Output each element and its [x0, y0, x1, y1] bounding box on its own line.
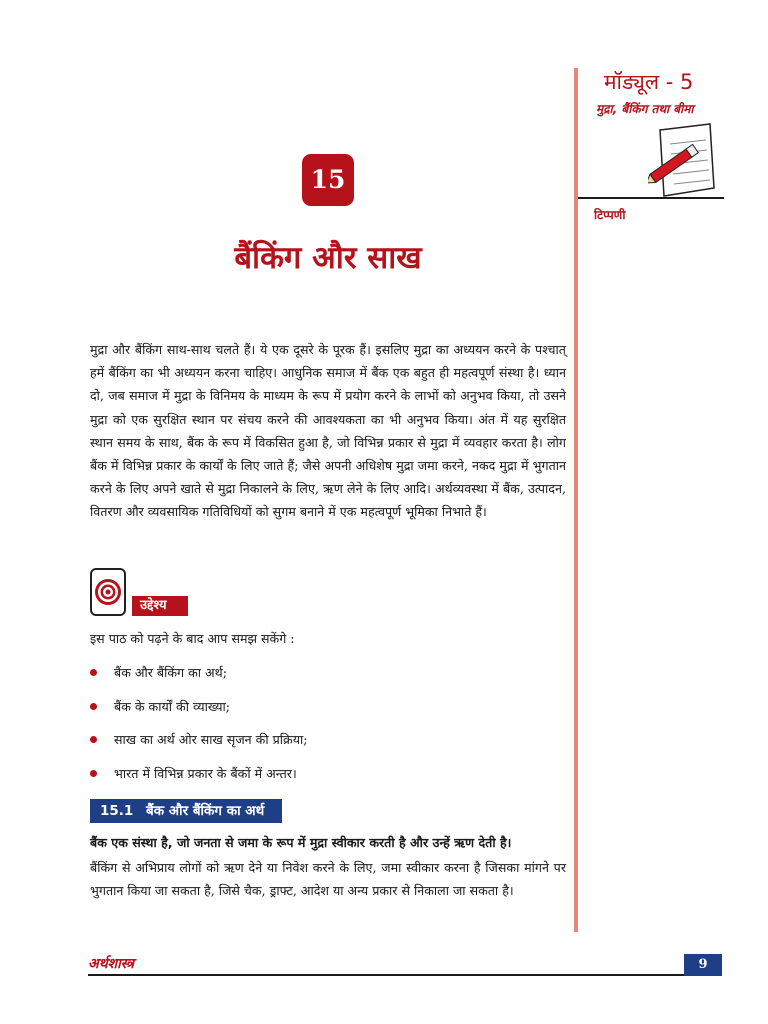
section-paragraph: बैंकिंग से अभिप्राय लोगों को ऋण देने या निवेश करने के लिए, जमा स्वीकार करना है जिसका मांगने पर भुगतान किया जा सकता है, जिसे चैक, ड्राफ्ट, आदेश या अन्य प्रकार से निकाला जा सकता है।	[90, 860, 566, 898]
bullet-icon	[90, 770, 97, 777]
section-number: 15.1	[100, 803, 134, 819]
note-label: टिप्पणी	[594, 208, 626, 222]
objectives-list	[90, 662, 566, 796]
paper-pencil-icon	[648, 122, 718, 202]
sidebar-divider	[578, 197, 724, 199]
bullet-icon	[90, 703, 97, 710]
list-item: भारत में विभिन्न प्रकार के बैंकों में अन्तर।	[90, 763, 566, 797]
chapter-number-badge: 15	[302, 154, 354, 206]
bullet-icon	[90, 736, 97, 743]
list-item: साख का अर्थ ओर साख सृजन की प्रक्रिया;	[90, 729, 566, 763]
footer-subject: अर्थशास्त्र	[88, 956, 134, 972]
section-title: बैंक और बैंकिंग का अर्थ	[146, 803, 265, 819]
list-item: बैंक और बैंकिंग का अर्थ;	[90, 662, 566, 696]
footer-rule	[88, 974, 684, 976]
bullet-icon	[90, 669, 97, 676]
chapter-title: बैंकिंग और साख	[234, 240, 422, 276]
list-item: बैंक के कार्यों की व्याख्या;	[90, 696, 566, 730]
objectives-intro: इस पाठ को पढ़ने के बाद आप समझ सकेंगे :	[90, 631, 295, 646]
section-heading	[90, 799, 282, 823]
target-icon	[90, 568, 126, 616]
module-subtitle: मुद्रा, बैंकिंग तथा बीमा	[596, 102, 694, 116]
objectives-label: उद्देश्य	[132, 596, 188, 616]
module-title: मॉड्यूल - 5	[604, 70, 694, 94]
intro-paragraph: मुद्रा और बैंकिंग साथ-साथ चलते हैं। ये एक दूसरे के पूरक हैं। इसलिए मुद्रा का अध्ययन करने के पश्चात् हमें बैंकिंग का भी अध्ययन करना चाहिए। आधुनिक समाज में बैंक एक बहुत ही महत्वपूर्ण संस्था है। ध्यान दो, जब समाज में मुद्रा के विनिमय के माध्यम के रूप में प्रयोग करने के लाभों को अनुभव किया, तो उसने मुद्रा को एक सुरक्षित स्थान पर संचय करने की आवश्यकता का भी अनुभव किया। अंत में यह सुरक्षित स्थान समय के साथ, बैंक के रूप में विकसित हुआ है, जो विभिन्न प्रकार से मुद्रा में व्यवहार करता है। लोग बैंक में विभिन्न प्रकार के कार्यों के लिए जाते हैं; जैसे अपनी अधिशेष मुद्रा जमा करने, नकद मुद्रा में भुगतान करने के लिए अपने खाते से मुद्रा निकालने के लिए, ऋण लेने के लिए आदि। अर्थव्यवस्था में बैंक, उत्पादन, वितरण और व्यवसायिक गतिविधियों को सुगम बनाने में एक महत्वपूर्ण भूमिका निभाते हैं।	[90, 342, 566, 520]
definition-line: बैंक एक संस्था है, जो जनता से जमा के रूप में मुद्रा स्वीकार करती है और उन्हें ऋण देती है।	[90, 835, 512, 850]
page-number: 9	[684, 954, 722, 976]
